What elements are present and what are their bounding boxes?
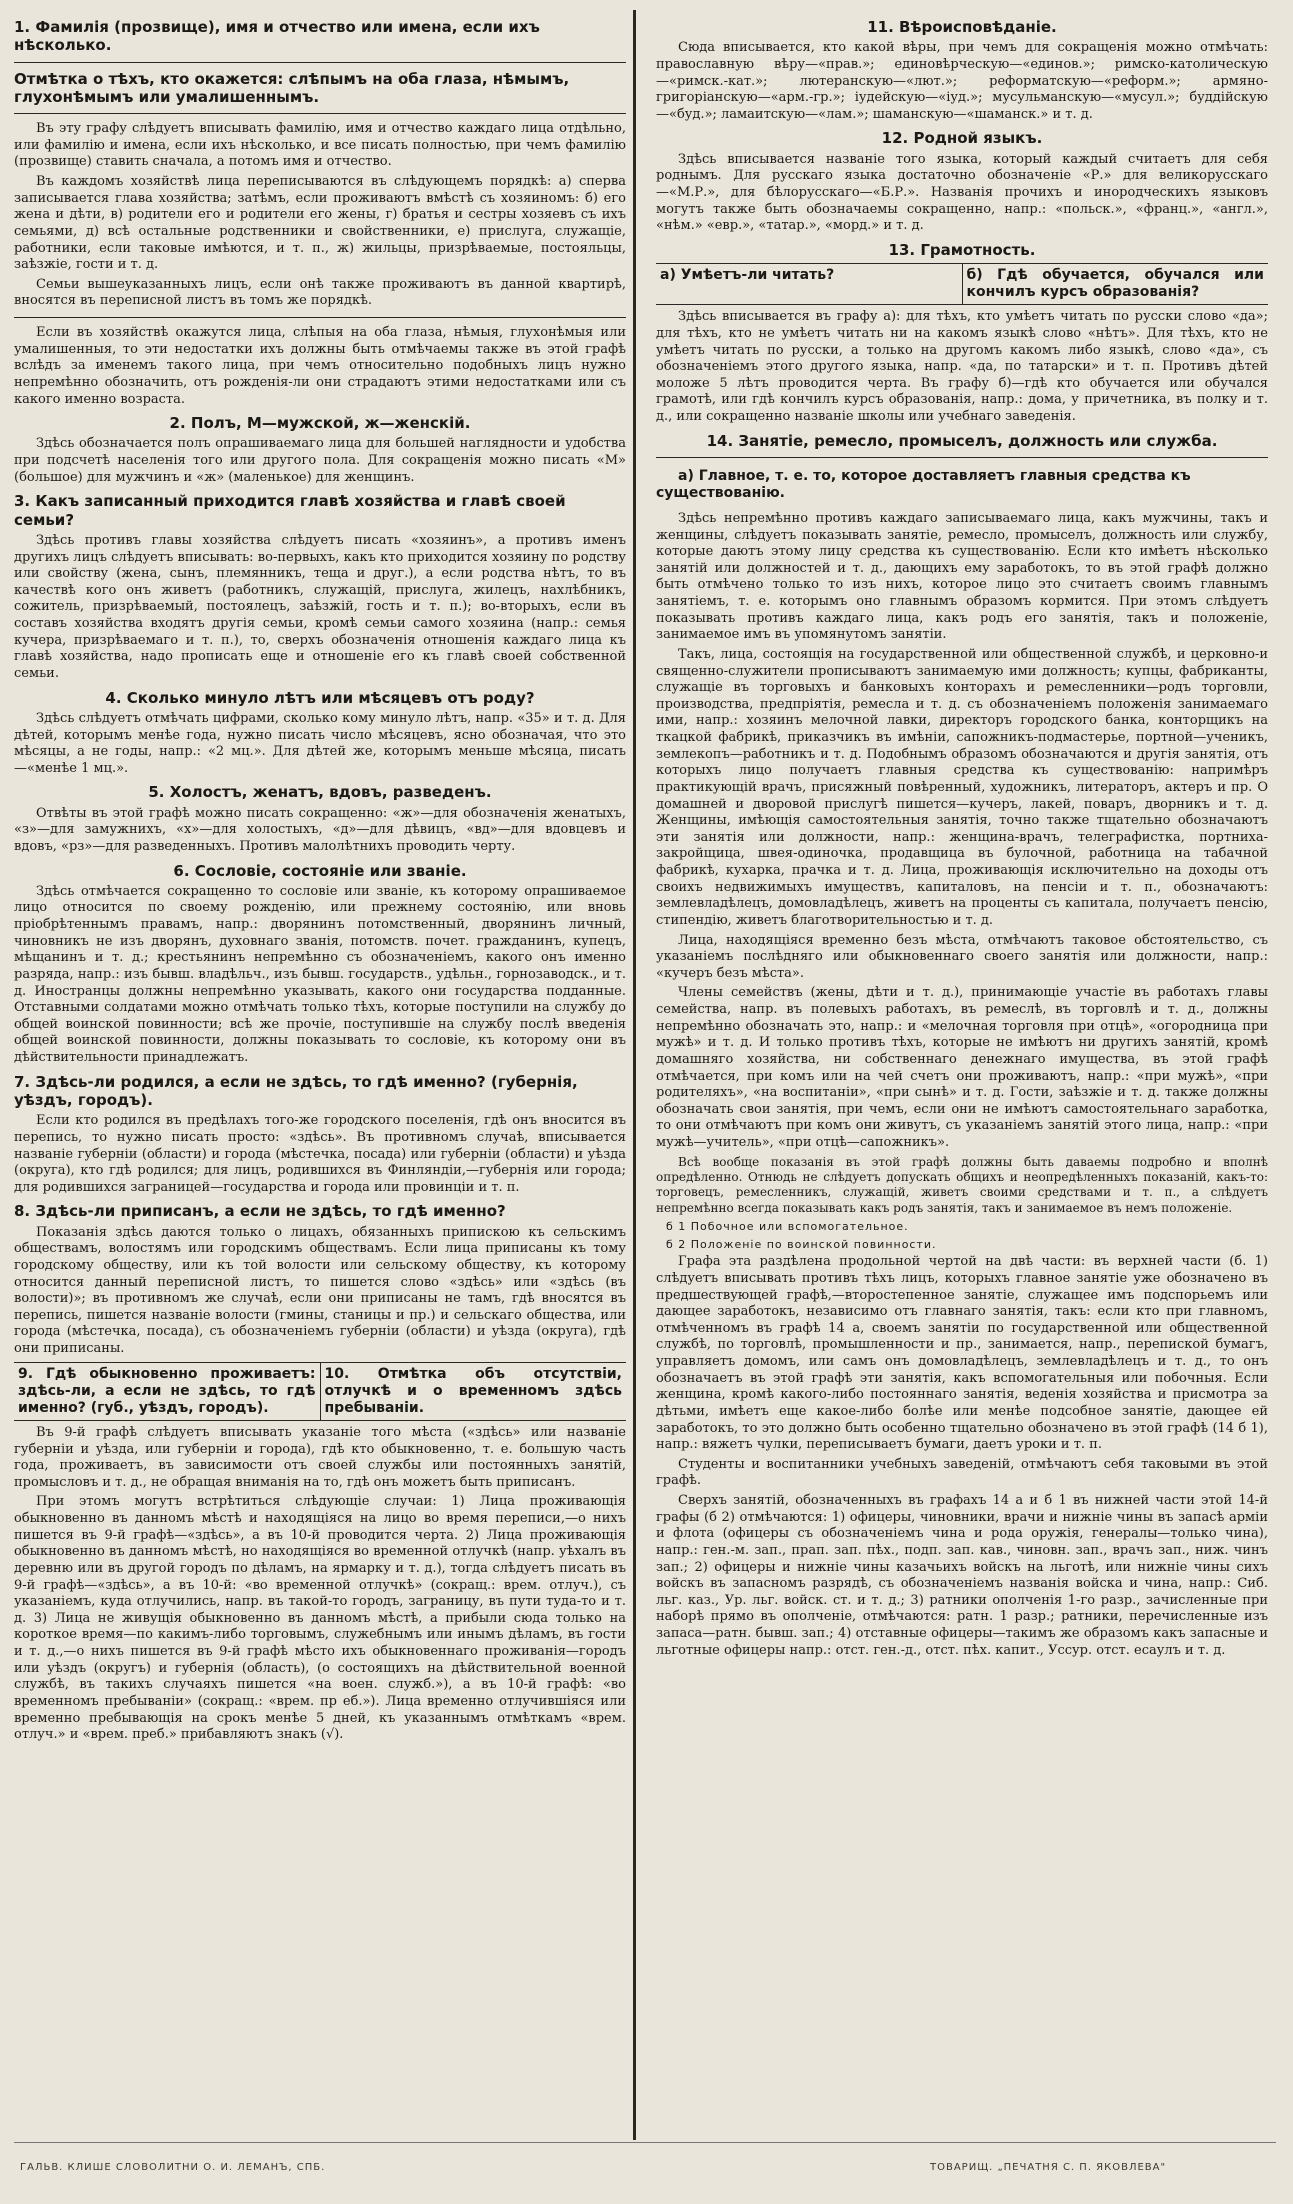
paragraph: Отвѣты въ этой графѣ можно писать сокращенно: «ж»—для обозначенія женатыхъ, «з»—для замужнихъ, «х»—для холостыхъ, «д»—для дѣвицъ, «вд»—для вдовцевъ и вдовъ, «рз»—для разведенныхъ. Противъ малолѣтнихъ проводить черту. <box>14 805 626 854</box>
paragraph: Графа эта раздѣлена продольной чертой на двѣ части: въ верхней части (б. 1) слѣдуетъ вписывать противъ тѣхъ лицъ, которыхъ главное занятіе уже обозначено въ предшествующей графѣ,—второстепенное занятіе, служащее имъ подспорьемъ или дающее заработокъ, независимо отъ главнаго занятія, такъ: если кто при главномъ, отмѣченномъ въ графѣ 14 а, своемъ занятіи по государственной или общественной службѣ, по торговлѣ, промышленности и пр., занимается, напр., перепиской бумагъ, управляетъ домомъ, или самъ онъ домовладѣлецъ, землевладѣлецъ и т. д., то онъ обозначаетъ въ этой графѣ эти занятія, какъ вспомогательныя или побочныя. Если женщина, кромѣ какого-либо постояннаго занятія, веденія хозяйства и присмотра за дѣтьми, имѣетъ еще какое-либо болѣе или менѣе подсобное занятіе, дающее ей заработокъ, то это должно быть особенно тщательно обозначено въ этой графѣ (14 б 1), напр.: вяжетъ чулки, переписываетъ бумаги, даетъ уроки и т. п. <box>656 1254 1268 1453</box>
paragraph: Здѣсь обозначается полъ опрашиваемаго лица для большей наглядности и удобства при подсчетѣ населенія того или другого пола. Для сокращенія можно писать «М» (большое) для мужчинъ и «ж» (маленькое) для женщинъ. <box>14 436 626 485</box>
section-11-heading: 11. Вѣроисповѣданіе. <box>867 18 1057 36</box>
paragraph: Здѣсь отмѣчается сокращенно то сословіе или званіе, къ которому опрашиваемое лицо относится по своему рожденію, или прежнему состоянію, или вновь пріобрѣтеннымъ правамъ, напр.: дворянинъ потомственный, дворянинъ личный, чиновникъ не изъ дворянъ, духовнаго званія, потомств. почет. гражданинъ, купецъ, мѣщанинъ и т. д.; крестьянинъ непремѣнно съ обозначеніемъ, какого онъ именно разряда, напр.: изъ бывш. владѣльч., изъ бывш. государств., удѣльн., горнозаводск., и т. д. Иностранцы должны непремѣнно указывать, какого они государства подданные. Отставными солдатами можно отмѣчать только тѣхъ, которые поступили на службу до общей воинской повинности; всѣ же прочіе, поступившіе на службу послѣ введенія общей воинской повинности, должны показывать то сословіе, къ которому они въ дѣйствительности принадлежатъ. <box>14 883 626 1066</box>
paragraph: Въ 9-й графѣ слѣдуетъ вписывать указаніе того мѣста («здѣсь» или названіе губерніи и уѣзда, или губерніи и города), гдѣ кто обыкновенно, т. е. большую часть года, проживаетъ, въ зависимости отъ своей службы или постоянныхъ занятій, промысловъ и т. д., не обращая вниманія на то, гдѣ онъ можетъ быть приписанъ. <box>14 1424 626 1490</box>
section-13b-heading: б) Гдѣ обучается, обучался или кончилъ курсъ образованія? <box>962 264 1269 304</box>
bottom-rule <box>14 2142 1276 2143</box>
paragraph: Члены семействъ (жены, дѣти и т. д.), принимающіе участіе въ работахъ главы семейства, напр. въ полевыхъ работахъ, въ ремеслѣ, въ торговлѣ и т. д., должны непремѣнно обозначать это, напр.: и «мелочная торговля при отцѣ», «огородница при мужѣ» и т. д. И только противъ тѣхъ, которые не имѣютъ ни другихъ занятій, кромѣ домашняго хозяйства, ни собственнаго денежнаго имущества, въ этой графѣ отмѣчается, при комъ или на чей счетъ они проживаютъ, напр.: «при мужѣ», «при родителяхъ», «на воспитаніи», «при сынѣ» и т. д. Гости, заѣзжіе и т. д. также должны обозначать свои занятія, при чемъ, если они не имѣютъ самостоятельнаго заработка, то они отмѣчаютъ при комъ они живутъ, съ указаніемъ занятій этого лица, напр.: «при мужѣ—учитель», «при отцѣ—сапожникъ». <box>656 985 1268 1151</box>
section-14a-subheading: а) Главное, т. е. то, которое доставляетъ главныя средства къ существованію. <box>656 467 1191 502</box>
divider <box>14 62 626 63</box>
section-13a-heading: а) Умѣетъ-ли читать? <box>660 267 835 284</box>
section-12-heading: 12. Родной языкъ. <box>881 129 1043 148</box>
paragraph: Въ каждомъ хозяйствѣ лица переписываются въ слѣдующемъ порядкѣ: а) сперва записывается глава хозяйства; затѣмъ, если проживаютъ вмѣстѣ съ хозяиномъ: б) его жена и дѣти, в) родители его и родители его жены, г) братья и сестры хозяевъ съ ихъ семьями, д) всѣ остальные родственники и свойственники, е) прислуга, служащіе, работники, если таковые имѣются, и т. п., ж) жильцы, призрѣваемые, постояльцы, заѣзжіе, гости и т. д. <box>14 174 626 273</box>
section-2-heading: 2. Полъ, М—мужской, ж—женскій. <box>169 414 471 433</box>
paragraph: Такъ, лица, состоящія на государственной или общественной службѣ, и церковно-и священно-служители прописываютъ занимаемую ими должность; купцы, фабриканты, служащіе въ торговыхъ и банковыхъ конторахъ и ремесленники—родъ торговли, производства, предпріятія, ремесла и т. д. съ обозначеніемъ положенія занимаемаго ими, напр.: хозяинъ мелочной лавки, директоръ городского банка, конторщикъ на ткацкой фабрикѣ, приказчикъ въ имѣніи, сапожникъ-подмастерье, портной—ученикъ, землекопъ—работникъ и т. д. Подобнымъ образомъ обозначаются и другія занятія, отъ которыхъ лицо получаетъ главныя средства къ существованію: напримѣръ практикующій врачъ, присяжный повѣренный, художникъ, литераторъ, актеръ и пр. О домашней и дворовой прислугѣ пишется—кучеръ, лакей, поваръ, дворникъ и т. д. Женщины, имѣющія самостоятельныя занятія, точно также тщательно обозначаютъ эти занятія или должности, напр.: женщина-врачъ, телеграфистка, портниха-закройщица, швея-одиночка, продавщица въ булочной, работница на табачной фабрикѣ, кухарка, прачка и т. д. Лица, проживающія исключительно на доходы отъ своихъ недвижимыхъ имуществъ, капиталовъ, на пенсіи и т. п., обозначаютъ: землевладѣлецъ, домовладѣлецъ, живетъ на проценты съ капитала, получаетъ пенсію, стипендію, живетъ благотворительностью и т. д. <box>656 646 1268 928</box>
divider <box>14 317 626 318</box>
section-9-10-header <box>14 1362 626 1421</box>
section-9-heading: 9. Гдѣ обыкновенно проживаетъ: здѣсь-ли, а если не здѣсь, то гдѣ именно? (губ., уѣздъ, городъ). <box>18 1365 316 1416</box>
right-column <box>656 18 1268 2138</box>
paragraph: Въ эту графу слѣдуетъ вписывать фамилію, имя и отчество каждаго лица отдѣльно, или фамилію и имена, если ихъ нѣсколько, и все писать полностью, при чемъ фамилію (прозвище) ставить сначала, а потомъ имя и отчество. <box>14 121 626 170</box>
section-1-subheading: Отмѣтка о тѣхъ, кто окажется: слѣпымъ на оба глаза, нѣмымъ, глухонѣмымъ или умалишеннымъ. <box>14 69 570 106</box>
printer-imprint-right: ТОВАРИЩ. „ПЕЧАТНЯ С. П. ЯКОВЛЕВА" <box>930 2162 1167 2173</box>
column-divider <box>633 10 636 2140</box>
left-column <box>14 18 626 2138</box>
section-5-heading: 5. Холостъ, женатъ, вдовъ, разведенъ. <box>148 783 492 802</box>
section-8-heading: 8. Здѣсь-ли приписанъ, а если не здѣсь, то гдѣ именно? <box>14 1202 506 1221</box>
paragraph: Здѣсь вписывается въ графу а): для тѣхъ, кто умѣетъ читать по русски слово «да»; для тѣхъ, кто не умѣетъ читать ни на какомъ языкѣ слово «нѣтъ». Для тѣхъ, кто не умѣетъ читать по русски, а только на другомъ какомъ либо языкѣ, слово «да», съ обозначеніемъ этого другого языка, напр. «да, по татарски» и т. п. Противъ дѣтей моложе 5 лѣтъ проводится черта. Въ графу б)—гдѣ кто обучается или обучался грамотѣ, или гдѣ кончилъ курсъ образованія, напр.: дома, у причетника, въ полку и т. д., или сокращенно названіе школы или учебнаго заведенія. <box>656 309 1268 425</box>
paragraph: Всѣ вообще показанія въ этой графѣ должны быть даваемы подробно и вполнѣ опредѣленно. Отнюдь не слѣдуетъ допускать общихъ и неопредѣленныхъ показаній, какъ-то: торговецъ, ремесленникъ, служащій, живетъ своими средствами и т. п., а слѣдуетъ непремѣнно всегда показывать какъ родъ занятія, такъ и занимаемое въ немъ положеніе. <box>656 1154 1268 1215</box>
section-7-heading: 7. Здѣсь-ли родился, а если не здѣсь, то гдѣ именно? (губернія, уѣздъ, городъ). <box>14 1072 578 1110</box>
section-1-heading: 1. Фамилія (прозвище), имя и отчество или имена, если ихъ нѣсколько. <box>14 18 540 55</box>
section-3-heading: 3. Какъ записанный приходится главѣ хозяйства и главѣ своей семьи? <box>14 492 566 529</box>
printer-imprint-left: ГАЛЬВ. КЛИШЕ СЛОВОЛИТНИ О. И. ЛЕМАНЪ, СПБ. <box>20 2162 326 2173</box>
section-4-heading: 4. Сколько минуло лѣтъ или мѣсяцевъ отъ роду? <box>105 688 535 707</box>
paragraph: Сюда вписывается, кто какой вѣры, при чемъ для сокращенія можно отмѣчать: православную вѣру—«прав.»; единовѣрческую—«единов.»; римско-католическую—«римск.-кат.»; лютеранскую—«лют.»; реформатскую—«реформ.»; армяно-григоріанскую—«арм.-гр.»; іудейскую—«іуд.»; мусульманскую—«мусул.»; буддійскую—«буд.»; ламаитскую—«лам.»; шаманскую—«шаманск.» и т. д. <box>656 40 1268 122</box>
paragraph: Показанія здѣсь даются только о лицахъ, обязанныхъ припискою къ сельскимъ обществамъ, волостямъ или городскимъ обществамъ. Если лица приписаны къ тому городскому обществу, или къ той волости или сельскому обществу, къ которому относится данный переписной листъ, то пишется слово «здѣсь» или «здѣсь (въ волости)»; въ противномъ же случаѣ, если они приписаны не тамъ, гдѣ вносятся въ перепись, пишется названіе волости (гмины, станицы и пр.) и сельскаго общества, или города (мѣстечка, посада), съ обозначеніемъ губерніи (области) и уѣзда (округа), гдѣ они приписаны. <box>14 1224 626 1357</box>
paragraph: Студенты и воспитанники учебныхъ заведеній, отмѣчаютъ себя таковыми въ этой графѣ. <box>656 1456 1268 1489</box>
section-14-heading: 14. Занятіе, ремесло, промыселъ, должность или служба. <box>706 431 1218 450</box>
paragraph: Сверхъ занятій, обозначенныхъ въ графахъ 14 а и б 1 въ нижней части этой 14-й графы (б 2) отмѣчаются: 1) офицеры, чиновники, врачи и нижніе чины въ запасѣ арміи и флота (офицеры съ обозначеніемъ чина и рода оружія, генералы—только чина), напр.: ген.-м. зап., прап. зап. пѣх., подп. зап. кав., чиновн. зап., врачъ зап., ниж. чинъ зап.; 2) офицеры и нижніе чины казачьихъ войскъ на льготѣ, или нижніе чины сихъ войскъ въ запасномъ разрядѣ, съ обозначеніемъ названія войска и чина, напр.: Сиб. льг. каз., Ур. льг. войск. ст. и т. д.; 3) ратники ополченія 1-го разр., зачисленные при наборѣ прямо въ ополченіе, отмѣчаются: ратн. 1 разр.; ратники, перечисленные изъ запаса—ратн. бывш. зап.; 4) отставные офицеры—такимъ же образомъ какъ запасные и льготные офицеры напр.: отст. ген.-д., отст. пѣх. капит., Уссур. отст. есаулъ и т. д. <box>656 1493 1268 1658</box>
section-13-columns <box>656 263 1268 305</box>
paragraph: Если кто родился въ предѣлахъ того-же городского поселенія, гдѣ онъ вносится въ перепись, то нужно писать просто: «здѣсь». Въ противномъ случаѣ, вписывается названіе губерніи (области) и города (мѣстечка, посада) или губерніи (области) и уѣзда (округа), кто гдѣ родился; для лицъ, родившихся въ Финляндіи,—губернія или города; для родившихся заграницей—государства и города или провинціи и т. п. <box>14 1113 626 1195</box>
section-10-heading: 10. Отмѣтка объ отсутствіи, отлучкѣ и о временномъ здѣсь пребываніи. <box>320 1363 627 1420</box>
paragraph: Здѣсь слѣдуетъ отмѣчать цифрами, сколько кому минуло лѣтъ, напр. «35» и т. д. Для дѣтей, которымъ менѣе года, нужно писать число мѣсяцевъ, ясно обозначая, что это мѣсяцы, а не годы, напр.: «2 мц.». Для дѣтей же, которымъ меньше мѣсяца, писать—«менѣе 1 мц.». <box>14 710 626 776</box>
paragraph: Лица, находящіяся временно безъ мѣста, отмѣчаютъ таковое обстоятельство, съ указаніемъ послѣдняго или обыкновеннаго своего занятія или должности, напр.: «кучеръ безъ мѣста». <box>656 932 1268 981</box>
paragraph: Здѣсь непремѣнно противъ каждаго записываемаго лица, какъ мужчины, такъ и женщины, слѣдуетъ показывать занятіе, ремесло, промыселъ, должность или службу, которые даютъ этому лицу средства къ существованію. Если кто имѣетъ нѣсколько занятій или должностей и т. д., дающихъ ему заработокъ, то въ этой графѣ должно быть отмѣчено только то изъ нихъ, которое лицо это считаетъ своимъ главнымъ занятіемъ, т. е. которымъ оно главнымъ образомъ кормится. При этомъ слѣдуетъ показывать противъ каждаго лица, какъ родъ его занятія, такъ и положеніе, занимаемое имъ въ упомянутомъ занятіи. <box>656 510 1268 643</box>
paragraph: При этомъ могутъ встрѣтиться слѣдующіе случаи: 1) Лица проживающія обыкновенно въ данномъ мѣстѣ и находящіяся на лицо во время переписи,—о нихъ пишется въ 9-й графѣ—«здѣсь», а въ 10-й проводится черта. 2) Лица проживающія обыкновенно въ данномъ мѣстѣ, но находящіяся во временной отлучкѣ (напр. уѣхалъ въ деревню или въ другой городъ по дѣламъ, на ярмарку и т. д.), тогда слѣдуетъ писать въ 9-й графѣ—«здѣсь», а въ 10-й: «во временной отлучкѣ» (сокращ.: врем. отлуч.), съ указаніемъ, куда отлучились, напр. въ такой-то городъ, заграницу, въ пути туда-то и т. д. 3) Лица не живущія обыкновенно въ данномъ мѣстѣ, а прибыли сюда только на короткое время—по какимъ-либо торговымъ, служебнымъ или инымъ дѣламъ, въ гости и т. д.,—о нихъ пишется въ 9-й графѣ мѣсто ихъ обыкновеннаго проживанія—городъ или уѣздъ (округъ) и губернія (область), (о состоящихъ на дѣйствительной военной службѣ, въ такихъ случаяхъ пишется «на воен. служб.»), а въ 10-й графѣ: «во временномъ пребываніи» (сокращ.: «врем. пр еб.»). Лица временно отлучившіяся или временно пребывающія на срокъ менѣе 5 дней, къ указаннымъ отмѣткамъ «врем. отлуч.» и «врем. преб.» прибавляютъ знакъ (√). <box>14 1494 626 1743</box>
paragraph: Семьи вышеуказанныхъ лицъ, если онѣ также проживаютъ въ данной квартирѣ, вносятся въ переписной листъ въ томъ же порядкѣ. <box>14 276 626 309</box>
paragraph: Здѣсь вписывается названіе того языка, который каждый считаетъ для себя роднымъ. Для русскаго языка достаточно обозначеніе «Р.» для великорусскаго—«М.Р.», для бѣлорусскаго—«Б.Р.». Названія прочихъ и инородческихъ языковъ могутъ также быть обозначаемы сокращенно, напр.: «польск.», «франц.», «англ.», «нѣм.» «евр.», «татар.», «морд.» и т. д. <box>656 151 1268 234</box>
section-13-heading: 13. Грамотность. <box>888 240 1036 259</box>
divider <box>14 113 626 114</box>
paragraph: Здѣсь противъ главы хозяйства слѣдуетъ писать «хозяинъ», а противъ именъ другихъ лицъ слѣдуетъ вписывать: во-первыхъ, какъ кто приходится хозяину по родству или свойству (жена, сынъ, племянникъ, теща и друг.), а если родства нѣтъ, то въ качествѣ кого онъ живетъ (работникъ, служащій, прислуга, жилецъ, нахлѣбникъ, сожитель, призрѣваемый, постоялецъ, заѣзжій, гость и т. п.); во-вторыхъ, если въ составъ хозяйства входятъ другія семьи, кромѣ семьи самого хозяина (напр.: семья кучера, призрѣваемаго и т. п.), то, сверхъ обозначенія отношенія каждаго лица къ главѣ хозяйства, надо прописать еще и отношеніе его къ главѣ своей собственной семьи. <box>14 532 626 681</box>
section-14b1-subheading: б 1 Побочное или вспомогательное. <box>666 1220 909 1234</box>
paragraph: Если въ хозяйствѣ окажутся лица, слѣпыя на оба глаза, нѣмыя, глухонѣмыя или умалишенныя, то эти недостатки ихъ должны быть отмѣчаемы также въ этой графѣ вслѣдъ за именемъ такого лица, при чемъ относительно подобныхъ лицъ нужно непремѣнно обозначить, отъ рожденія-ли они страдаютъ этими недостатками или съ какого именно возраста. <box>14 325 626 407</box>
section-14b2-subheading: б 2 Положеніе по воинской повинности. <box>666 1238 937 1252</box>
divider <box>656 457 1268 458</box>
section-6-heading: 6. Сословіе, состояніе или званіе. <box>173 861 467 880</box>
